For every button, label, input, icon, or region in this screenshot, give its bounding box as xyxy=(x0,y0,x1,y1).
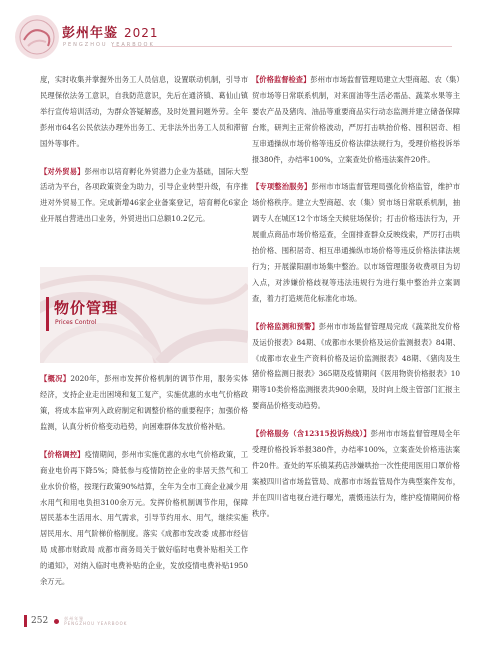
right-column xyxy=(252,72,460,522)
header-divider xyxy=(112,46,452,47)
footer-accent-bar xyxy=(24,615,27,627)
paragraph-overseas-labor: 度，实时收集并掌握外出务工人员信息，设置联动机制，引导市民理保依法务工意识，自我防范意识，先后在通济镇、葛仙山镇举行宣传培训活动，为群众答疑解惑，及时处置问题外劳。全年彭州市64名公民依法办理外出务工、无非法外出务工人员和滞留国外等事件。 xyxy=(40,75,248,148)
body-foreign-trade: 彭州市以培育孵化外贸潜力企业为基础，国际大型活动为平台，各项政策资金为助力，引导企业转型升级，有序推进对外贸易工作。完成新增46家企业备案登记，培育孵化6家企业开展自营进出口业务，外贸进出口总额10.2亿元。 xyxy=(40,166,249,224)
footer-brand xyxy=(64,616,127,626)
yearbook-title xyxy=(62,22,159,41)
heading-foreign-trade: 【对外贸易】 xyxy=(40,166,85,176)
left-column xyxy=(40,72,248,590)
body-overview: 2020年，彭州市发挥价格机制的调节作用，服务实体经济，支持企业走出困境和复工复产，实施优惠的水电气价格政策，将成本监审列入政府制定和调整价格的重要程序；加强价格监测，认真分析价格变动趋势，向困难群体发放价格补贴。 xyxy=(40,374,248,431)
paragraph-overview xyxy=(40,371,248,435)
footer-dot-icon xyxy=(54,619,59,624)
banner-accent-bar xyxy=(46,297,49,331)
yearbook-title-text: 彭州年鉴 xyxy=(62,26,119,41)
heading-price-inspection: 【价格监督检查】 xyxy=(252,75,311,84)
yearbook-year: 2021 xyxy=(124,26,159,40)
section-banner-price-control xyxy=(40,267,248,363)
paragraph-special-rectification xyxy=(252,179,460,306)
yearbook-logo xyxy=(14,14,60,60)
paragraph-foreign-trade xyxy=(40,164,248,228)
section-title: 物价管理 xyxy=(54,299,119,318)
body-price-regulation: 疫情期间，彭州市实施优惠的水电气价格政策，工商业电价再下降5%；降低参与疫情防控企业的非居天然气和工业水价价格，按现行政策90%结算，全年为全市工商企业减少用水用气和用电负担3100余万元。发挥价格机制调节作用，保障居民基本生活用水、用气需求，引导节约用水、用气，继续实施居民用水、用气阶梯价格制度。落实《成都市发改委 成都市经信局 成都市财政局 成都市商务局关于做好临时电费补贴相关工作的通知》，对纳入临时电费补贴的企业，发放疫情电费补贴1950余万元。 xyxy=(40,449,249,587)
yearbook-subtitle: PENGZHOU YEARBOOK xyxy=(63,42,155,48)
page-number: 252 xyxy=(31,616,49,626)
heading-special-rectification: 【专项整治服务】 xyxy=(252,182,312,192)
heading-overview: 【概况】 xyxy=(40,374,71,384)
footer-brand-en: PENGZHOU YEARBOOK xyxy=(64,621,128,626)
page-footer xyxy=(24,615,127,627)
heading-price-regulation: 【价格调控】 xyxy=(40,449,85,459)
paragraph-price-regulation xyxy=(40,447,248,590)
body-price-service: 彭州市市场监督管理局全年受理价格投诉举报380件，办结率100%，立案查处价格违法案件20件。查处的军乐镇某药店涉嫌哄抬一次性使用医用口罩价格案被四川省市场监管局、成都市市场监管局作为典型案件发布，并在四川省电视台进行曝光，震慑违法行为，维护疫情期间价格秩序。 xyxy=(252,429,460,518)
paragraph-price-inspection xyxy=(252,72,460,167)
section-subtitle: Prices Control xyxy=(55,319,97,327)
body-special-rectification: 彭州市市场监督管理局强化价格监管，维护市场价格秩序。建立大型商超、农（集）贸市场日常联系机制，抽调专人在城区12个市场全天候驻场保价；打击价格违法行为，开展重点商品市场价格巡查，全面排查群众反映线索，严厉打击哄抬价格、囤积居奇、相互串通操纵市场价格等违反价格法律法规行为；开展濛阳副市场集中整治。以市场管理服务收费项目为切入点，对涉嫌价格歧视等违法违规行为进行集中整治并立案调查，着力打造规范化标准化市场。 xyxy=(252,182,460,303)
body-price-monitoring: 彭州市市场监督管理局完成《蔬菜批发价格及运价报表》84期、《成都市水果价格及运价监测报表》84期、《成都市农业生产资料价格及运价监测报表》48期、《猪肉及生猪价格监测日报表》365期及疫情期间《医用物资价格报表》10期等10类价格监测报表共900余期，及时向上级主管部门汇报主要商品价格变动趋势。 xyxy=(252,321,461,411)
footer-brand-cn: 彭州年鉴 xyxy=(64,616,85,621)
heading-price-service: 【价格服务（含12315投诉热线）】 xyxy=(252,429,371,439)
body-price-inspection: 彭州市市场监督管理局建立大型商超、农（集）贸市场等日常联系机制，对来面油等生活必需品、蔬菜水果等主要农产品及猪肉、油品等重要商品实行动态监测并建立储备保障台账，研判主正常价格波动，严厉打击哄抬价格、囤积居奇、相互串通操纵市场价格等违反价格法律法规行为，受理价格投诉举报380件，办结率100%，立案查处价格违法案件20件。 xyxy=(252,75,460,164)
paragraph-price-service xyxy=(252,426,460,521)
paragraph-price-monitoring xyxy=(252,319,460,414)
heading-price-monitoring: 【价格监测和预警】 xyxy=(252,321,319,331)
